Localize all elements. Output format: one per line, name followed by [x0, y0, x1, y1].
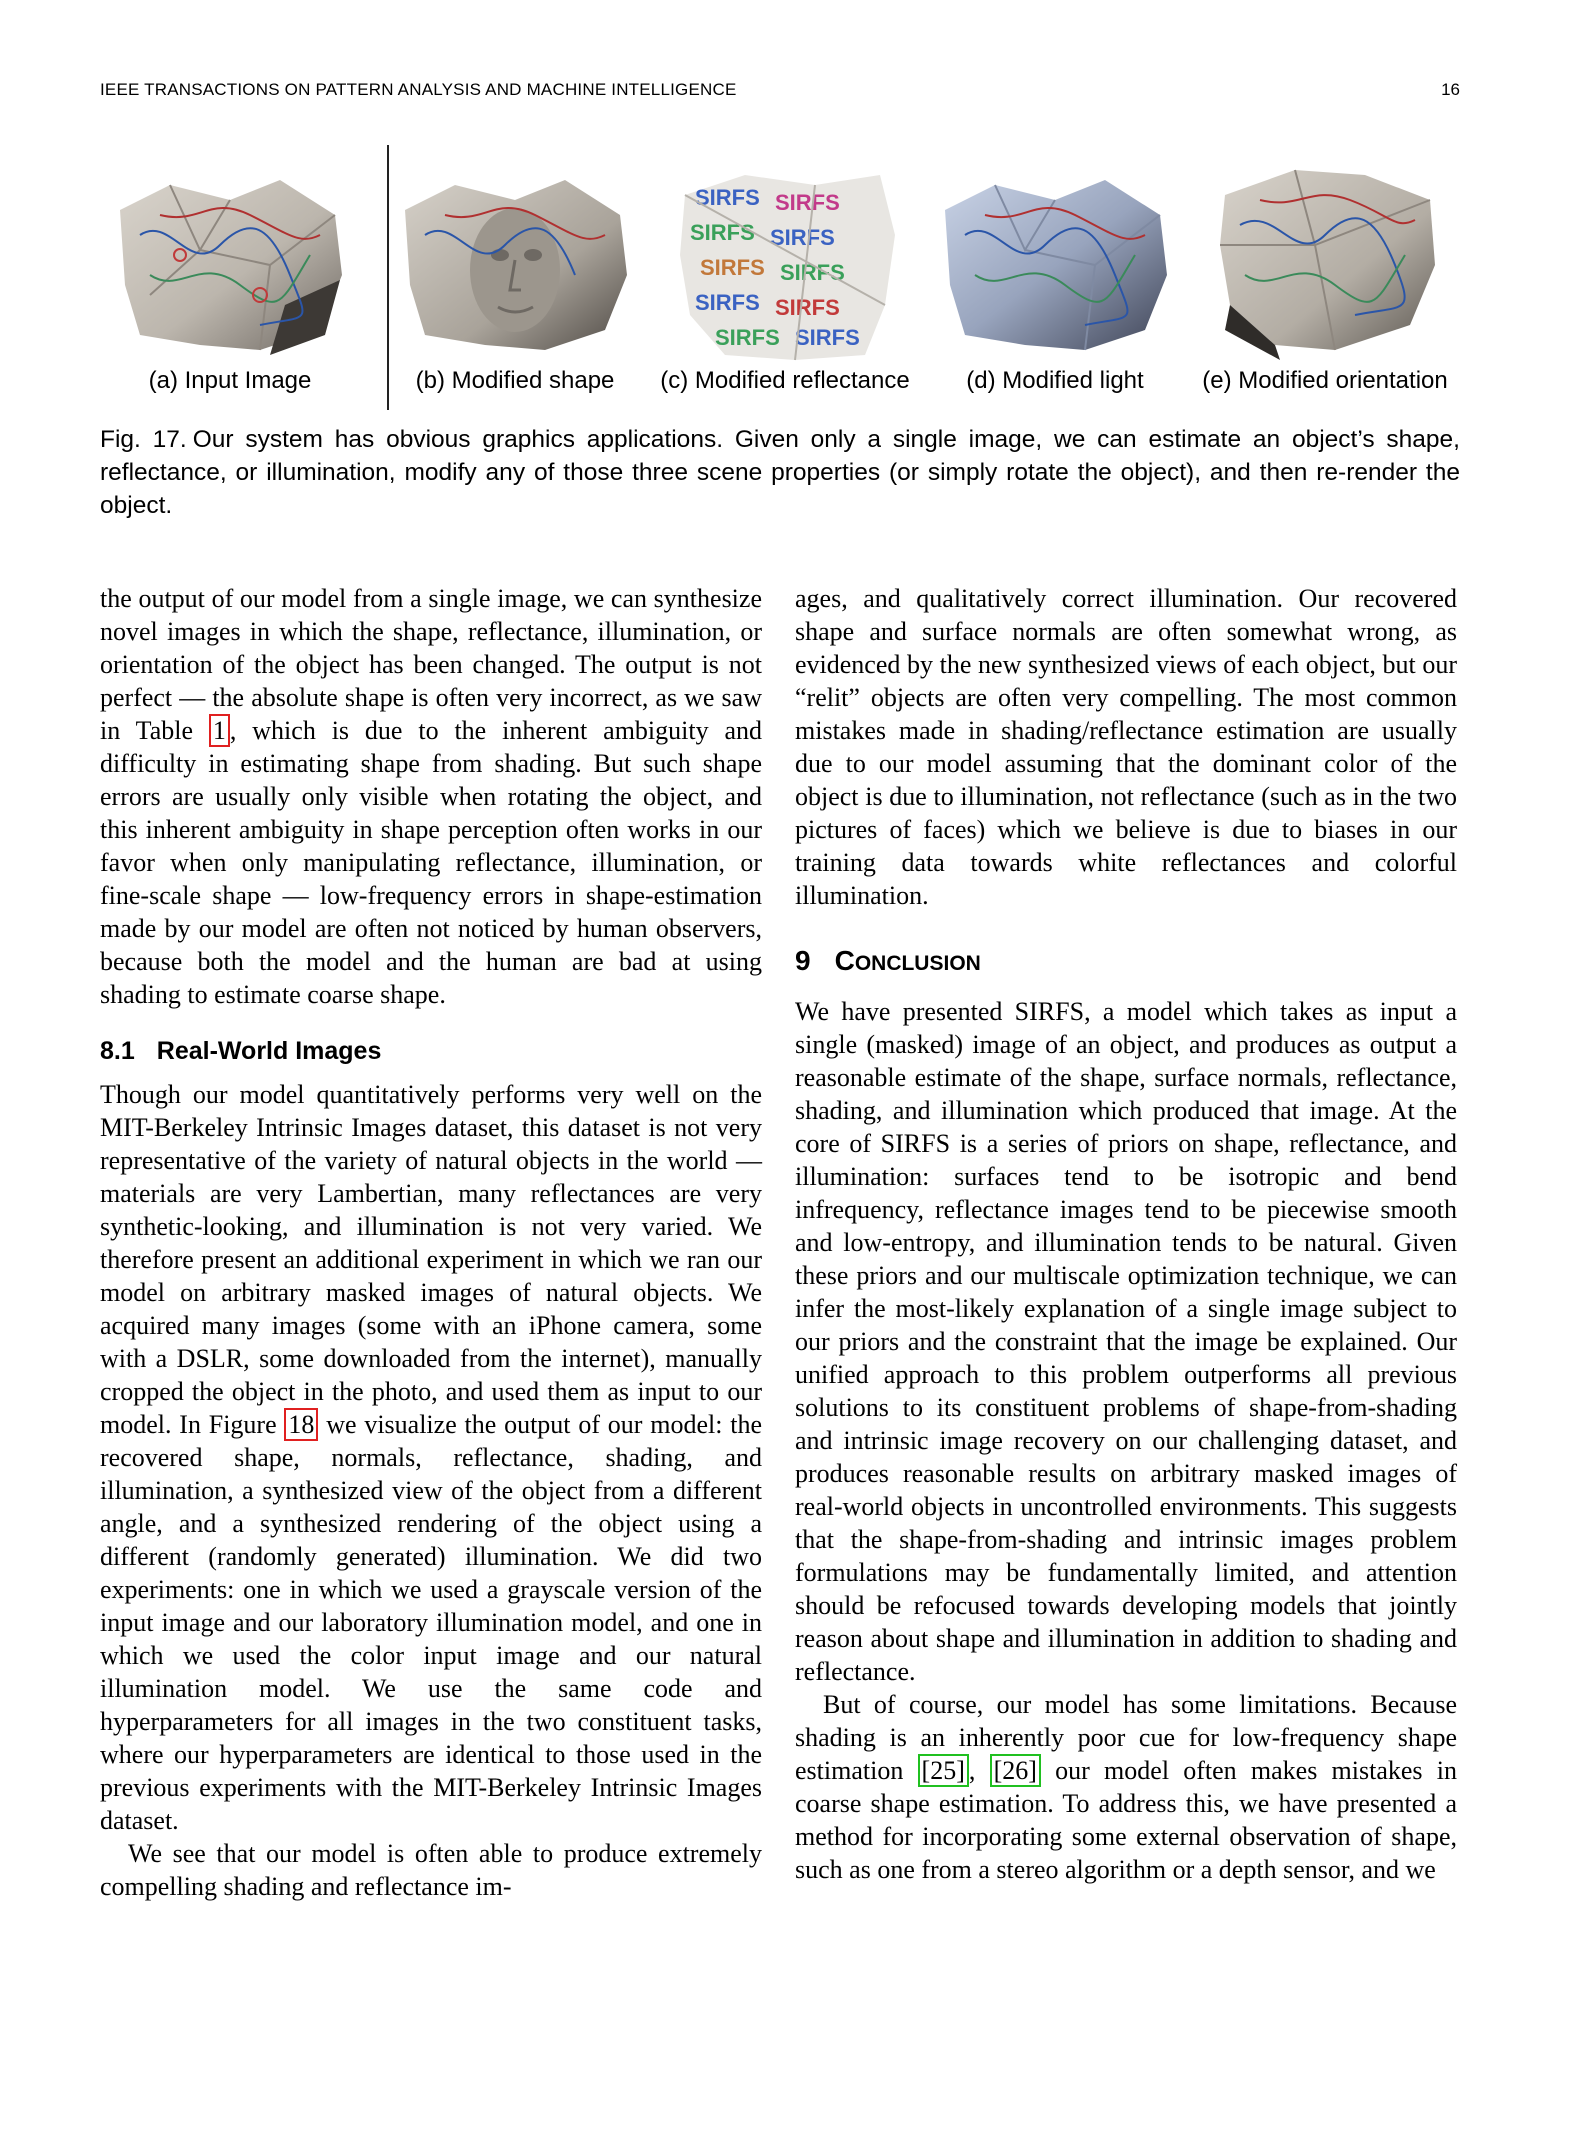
table-1-link[interactable]: 1: [209, 714, 230, 747]
right-p3-text-a: But of course, our model has some limitations. Because shading is an inherently poor cue for low-frequency shape estimation: [795, 1690, 1457, 1785]
left-p1-text: the output of our model from a single image, we can synthesize novel images in which the shape, reflectance, illumination, or orientation of the object has been changed. The output is not perfect — the absolute shape is often very incorrect, as we saw in Table: [100, 584, 762, 745]
figure-caption: [100, 423, 1460, 522]
panel-caption-e: (e) Modified orientation: [1202, 367, 1448, 394]
svg-text:SIRFS: SIRFS: [695, 290, 760, 315]
crumpled-object-image-c: [665, 155, 905, 365]
svg-text:SIRFS: SIRFS: [795, 325, 860, 350]
right-paragraph-2: We have presented SIRFS, a model which takes as input a single (masked) image of an object, and produces as output a reasonable estimate of the shape, surface normals, reflectance, shading, and illumination which produced that image. At the core of SIRFS is a series of priors on shape, reflectance, and illumination: surfaces tend to be isotropic and bend infrequency, reflectance images tend to be piecewise smooth and low-entropy, and illumination tends to be natural. Given these priors and our multiscale optimization technique, we can infer the most-likely explanation of a single image subject to our priors and the constraint that the image be explained. Our unified approach to this problem outperforms all previous solutions to its constituent problems of shape-from-shading and intrinsic image recovery on our challenging dataset, and produces reasonable results on arbitrary masked images of real-world objects in uncontrolled environments. This suggests that the shape-from-shading and intrinsic images problem formulations may be fundamentally limited, and attention should be refocused towards developing models that jointly reason about shape and illumination in addition to shading and reflectance.: [795, 997, 1457, 1686]
panel-modified-orientation: [1195, 145, 1455, 410]
panel-modified-reflectance: [655, 145, 915, 410]
figure-18-link[interactable]: 18: [284, 1408, 318, 1441]
panel-caption-d: (d) Modified light: [966, 367, 1144, 394]
citation-26-link[interactable]: [26]: [990, 1754, 1041, 1787]
panel-modified-light: [925, 145, 1185, 410]
journal-title: IEEE TRANSACTIONS ON PATTERN ANALYSIS AND MACHINE INTELLIGENCE: [100, 80, 737, 99]
crumpled-object-image-b: [395, 155, 635, 365]
running-header: [100, 80, 1460, 102]
crumpled-object-image-a: [110, 155, 350, 365]
panel-input-image: [100, 145, 360, 410]
subsection-title: Real-World Images: [156, 1037, 382, 1065]
left-p2-rest: we visualize the output of our model: the recovered shape, normals, reflectance, shading, and illumination, a synthesized view of the object from a different angle, and a synthesized rendering of the object using a different (randomly generated) illumination. We did two experiments: one in which we used a grayscale version of the input image and our laboratory illumination model, and one in which we used the color input image and our natural illumination model. We use the same code and hyperparameters for all images in the two constituent tasks, where our hyperparameters are identical to those used in the previous experiments with the MIT-Berkeley Intrinsic Images dataset.: [100, 1410, 763, 1835]
svg-text:SIRFS: SIRFS: [770, 225, 835, 250]
left-column: [100, 582, 762, 1903]
svg-text:SIRFS: SIRFS: [715, 325, 780, 350]
svg-text:SIRFS: SIRFS: [780, 260, 845, 285]
right-paragraph-1: ages, and qualitatively correct illumination. Our recovered shape and surface normals are often somewhat wrong, as evidenced by the new synthesized views of each object, but our “relit” objects are often very compelling. The most common mistakes made in shading/reflectance estimation are usually due to our model assuming that the dominant color of the object is due to illumination, not reflectance (such as in the two pictures of faces) which we believe is due to biases in our training data towards white reflectances and colorful illumination.: [795, 584, 1457, 910]
right-paragraph-3: [795, 1688, 1457, 1886]
panel-caption-c: (c) Modified reflectance: [660, 367, 910, 394]
panel-caption-b: (b) Modified shape: [415, 367, 615, 394]
section-title-rest: ONCLUSION: [854, 952, 981, 975]
figure-17: [100, 145, 1460, 410]
left-paragraph-1: [100, 582, 762, 1011]
figure-caption-text: Our system has obvious graphics applications. Given only a single image, we can estimate an object’s shape, reflectance, or illumination, modify any of those three scene properties (or simply rotate the object), and then re-render the object.: [100, 426, 1460, 519]
section-title-initial: C: [834, 945, 855, 976]
page-number: 16: [1441, 80, 1460, 99]
crumpled-object-image-e: [1205, 155, 1445, 365]
citation-25-link[interactable]: [25]: [918, 1754, 969, 1787]
left-p1-rest: , which is due to the inherent ambiguity and difficulty in estimating shape from shading. But such shape errors are usually only visible when rotating the object, and this inherent ambiguity in shape perception often works in our favor when only manipulating reflectance, illumination, or fine-scale shape — low-frequency errors in shape-estimation made by our model are often not noticed by human observers, because both the model and the human are bad at using shading to estimate coarse shape.: [100, 716, 763, 1009]
subsection-heading: [100, 1035, 762, 1068]
subsection-number: 8.1: [100, 1037, 135, 1065]
crumpled-object-image-d: [935, 155, 1175, 365]
svg-text:SIRFS: SIRFS: [775, 190, 840, 215]
section-heading: [795, 942, 1457, 983]
svg-text:SIRFS: SIRFS: [690, 220, 755, 245]
panel-caption-a: (a) Input Image: [148, 367, 312, 394]
figure-label: Fig. 17.: [100, 426, 187, 453]
svg-text:SIRFS: SIRFS: [700, 255, 765, 280]
svg-text:SIRFS: SIRFS: [775, 295, 840, 320]
right-p3-sep: ,: [968, 1756, 990, 1785]
section-number: 9: [795, 945, 811, 976]
panel-modified-shape: [385, 145, 645, 410]
left-p2-text: Though our model quantitatively performs very well on the MIT-Berkeley Intrinsic Images dataset, this dataset is not very representative of the variety of natural objects in the world — materials are very Lambertian, many reflectances are very synthetic-looking, and illumination is not very varied. We therefore present an additional experiment in which we ran our model on arbitrary masked images of natural objects. We acquired many images (some with an iPhone camera, some with a DSLR, some downloaded from the internet), manually cropped the object in the photo, and used them as input to our model. In Figure: [100, 1080, 762, 1439]
right-column: [795, 582, 1457, 1886]
svg-text:SIRFS: SIRFS: [695, 185, 760, 210]
left-paragraph-2: [100, 1078, 762, 1837]
right-p3-text-b: our model often makes mistakes in coarse shape estimation. To address this, we have presented a method for incorporating some external observation of shape, such as one from a stereo algorithm or a depth sensor, and we: [795, 1756, 1457, 1884]
left-paragraph-3: We see that our model is often able to produce extremely compelling shading and reflectance im-: [100, 1839, 762, 1901]
